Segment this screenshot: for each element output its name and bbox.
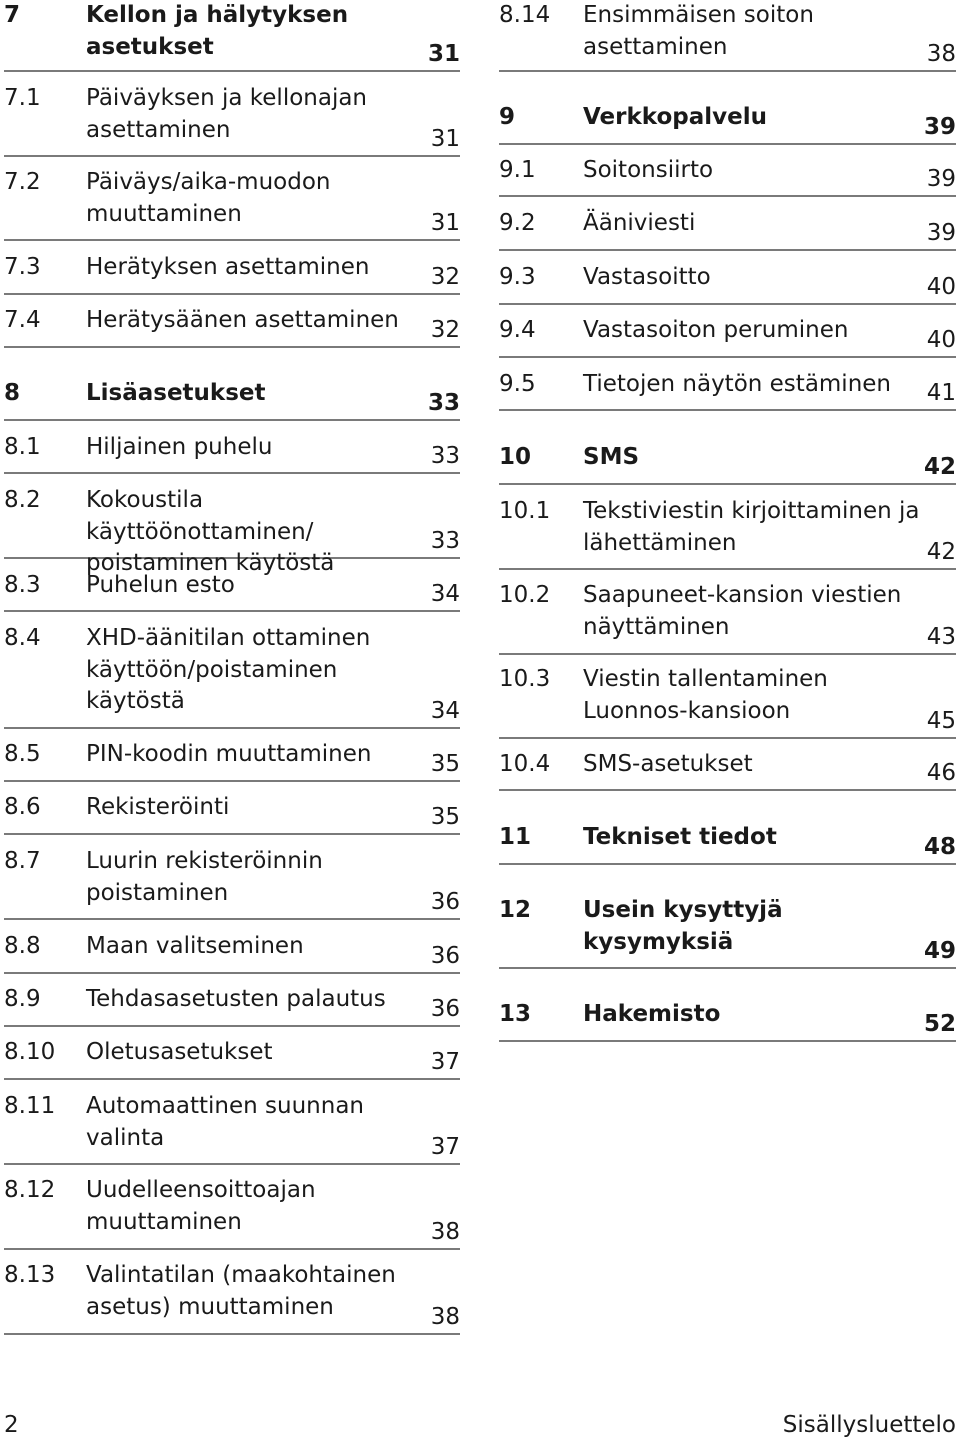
toc-entry[interactable] (4, 1260, 460, 1335)
toc-entry-title: Kokoustila käyttöönottaminen/ poistaminen käytöstä (86, 487, 335, 576)
toc-entry-title: Soitonsiirto (583, 157, 714, 183)
toc-entry-title: Herätysäänen asettaminen (86, 307, 399, 333)
toc-entry[interactable] (4, 623, 460, 729)
toc-entry-number: 8.13 (4, 1262, 56, 1288)
toc-entry-title: Verkkopalvelu (583, 104, 767, 130)
toc-entry-page: 45 (926, 707, 956, 734)
toc-entry-title: Tekstiviestin kirjoittaminen ja lähettäminen (583, 498, 920, 556)
toc-entry[interactable] (499, 155, 956, 197)
toc-entry-number: 8.3 (4, 572, 41, 598)
footer-page-number: 2 (4, 1412, 19, 1438)
toc-entry-page: 40 (926, 326, 956, 353)
toc-entry[interactable] (4, 984, 460, 1027)
toc-entry-page: 32 (430, 263, 460, 290)
toc-entry-number: 9.1 (499, 157, 536, 183)
toc-entry-page: 38 (430, 1303, 460, 1330)
toc-entry-title: Uudelleensoittoajan muuttaminen (86, 1177, 316, 1235)
toc-entry-number: 8.4 (4, 625, 41, 651)
toc-entry-number: 10.1 (499, 498, 551, 524)
toc-entry-number: 8 (4, 380, 21, 406)
toc-entry[interactable] (4, 83, 460, 157)
toc-entry-page: 31 (430, 125, 460, 152)
toc-entry-title: Usein kysyttyjä kysymyksiä (583, 897, 783, 955)
toc-entry-number: 8.5 (4, 741, 41, 767)
toc-entry[interactable] (4, 1091, 460, 1165)
toc-entry-number: 9.5 (499, 371, 536, 397)
toc-entry-page: 38 (926, 40, 956, 67)
toc-entry-page: 36 (430, 888, 460, 915)
toc-entry-number: 8.6 (4, 794, 41, 820)
toc-entry-title: Saapuneet-kansion viestien näyttäminen (583, 582, 902, 640)
toc-entry-page: 41 (926, 379, 956, 406)
toc-entry-page: 42 (923, 453, 956, 480)
toc-entry-number: 8.9 (4, 986, 41, 1012)
toc-entry[interactable] (4, 432, 460, 474)
toc-entry-page: 36 (430, 942, 460, 969)
toc-entry-page: 37 (430, 1048, 460, 1075)
toc-entry-page: 39 (926, 165, 956, 192)
toc-entry-number: 7.4 (4, 307, 41, 333)
toc-entry-title: SMS-asetukset (583, 751, 753, 777)
toc-entry-page: 46 (926, 759, 956, 786)
toc-entry[interactable] (499, 208, 956, 251)
toc-entry[interactable] (4, 931, 460, 974)
toc-entry-title: Maan valitseminen (86, 933, 304, 959)
toc-entry-title: Puhelun esto (86, 572, 235, 598)
toc-entry-title: PIN-koodin muuttaminen (86, 741, 372, 767)
toc-entry-number: 8.7 (4, 848, 41, 874)
toc-entry-number: 7.2 (4, 169, 41, 195)
toc-entry[interactable] (4, 378, 460, 421)
toc-entry-number: 8.14 (499, 2, 551, 28)
toc-entry[interactable] (499, 822, 956, 865)
toc-entry[interactable] (4, 252, 460, 295)
toc-entry-title: Tekniset tiedot (583, 824, 777, 850)
toc-entry-title: Viestin tallentaminen Luonnos-kansioon (583, 666, 828, 724)
toc-entry-number: 10.2 (499, 582, 551, 608)
toc-entry-title: SMS (583, 444, 640, 470)
toc-entry[interactable] (4, 0, 460, 72)
toc-entry-title: Ensimmäisen soiton asettaminen (583, 2, 814, 60)
toc-entry-title: Vastasoiton peruminen (583, 317, 849, 343)
toc-entry-page: 35 (430, 803, 460, 830)
toc-entry-title: Hiljainen puhelu (86, 434, 273, 460)
toc-entry-page: 33 (430, 527, 460, 554)
toc-entry-page: 33 (427, 389, 460, 416)
toc-entry-number: 11 (499, 824, 532, 850)
toc-entry-page: 34 (430, 580, 460, 607)
toc-entry[interactable] (499, 580, 956, 655)
toc-entry[interactable] (499, 369, 956, 411)
toc-entry-number: 8.2 (4, 487, 41, 513)
toc-entry[interactable] (499, 895, 956, 969)
toc-entry[interactable] (4, 792, 460, 835)
toc-entry[interactable] (4, 1175, 460, 1250)
toc-entry-number: 9.3 (499, 264, 536, 290)
toc-entry[interactable] (499, 999, 956, 1042)
toc-entry[interactable] (4, 570, 460, 612)
toc-entry[interactable] (499, 664, 956, 739)
toc-entry[interactable] (499, 315, 956, 358)
toc-entry-page: 38 (430, 1218, 460, 1245)
toc-entry-number: 10.3 (499, 666, 551, 692)
toc-entry-title: Hakemisto (583, 1001, 721, 1027)
toc-entry-number: 7.3 (4, 254, 41, 280)
toc-entry[interactable] (499, 262, 956, 305)
toc-entry-title: Ääniviesti (583, 210, 696, 236)
toc-entry-title: Päiväys/aika-muodon muuttaminen (86, 169, 331, 227)
toc-entry-number: 8.1 (4, 434, 41, 460)
toc-entry-page: 42 (926, 538, 956, 565)
toc-entry-title: Oletusasetukset (86, 1039, 273, 1065)
toc-entry-page: 35 (430, 750, 460, 777)
toc-entry-title: Päiväyksen ja kellonajan asettaminen (86, 85, 368, 143)
toc-entry-number: 13 (499, 1001, 532, 1027)
toc-entry-number: 7 (4, 2, 21, 28)
toc-entry-number: 9.2 (499, 210, 536, 236)
toc-entry[interactable] (499, 102, 956, 145)
toc-entry-page: 39 (923, 113, 956, 140)
toc-entry-title: XHD-äänitilan ottaminen käyttöön/poistaminen käytöstä (86, 625, 371, 714)
toc-entry-title: Valintatilan (maakohtainen asetus) muuttaminen (86, 1262, 396, 1320)
toc-entry[interactable] (4, 305, 460, 348)
toc-entry-page: 31 (430, 209, 460, 236)
toc-entry-page: 31 (427, 40, 460, 67)
toc-entry-page: 48 (923, 833, 956, 860)
toc-entry-page: 34 (430, 697, 460, 724)
toc-entry-number: 8.12 (4, 1177, 56, 1203)
toc-entry-page: 40 (926, 273, 956, 300)
toc-entry-page: 39 (926, 219, 956, 246)
toc-entry-page: 52 (923, 1010, 956, 1037)
toc-entry-title: Luurin rekisteröinnin poistaminen (86, 848, 323, 906)
toc-entry-number: 8.11 (4, 1093, 56, 1119)
toc-entry-number: 9 (499, 104, 516, 130)
toc-entry-title: Kellon ja hälytyksen asetukset (86, 2, 349, 60)
toc-entry-number: 9.4 (499, 317, 536, 343)
toc-entry-title: Rekisteröinti (86, 794, 230, 820)
toc-entry[interactable] (4, 846, 460, 920)
toc-entry[interactable] (499, 496, 956, 570)
toc-entry-number: 10 (499, 444, 532, 470)
toc-entry-title: Automaattinen suunnan valinta (86, 1093, 364, 1151)
toc-entry-number: 10.4 (499, 751, 551, 777)
footer-section-title: Sisällysluettelo (782, 1412, 956, 1438)
toc-entry[interactable] (4, 739, 460, 782)
toc-entry-page: 43 (926, 623, 956, 650)
toc-entry-title: Lisäasetukset (86, 380, 266, 406)
toc-entry-title: Tehdasasetusten palautus (86, 986, 386, 1012)
toc-entry[interactable] (4, 1037, 460, 1080)
toc-entry-page: 49 (923, 937, 956, 964)
toc-entry[interactable] (499, 442, 956, 485)
toc-entry-title: Vastasoitto (583, 264, 711, 290)
toc-entry[interactable] (499, 0, 956, 72)
toc-entry-page: 33 (430, 442, 460, 469)
toc-entry[interactable] (4, 485, 460, 576)
toc-entry-title: Tietojen näytön estäminen (583, 371, 892, 397)
toc-entry-number: 8.8 (4, 933, 41, 959)
toc-entry[interactable] (4, 167, 460, 241)
toc-entry-page: 37 (430, 1133, 460, 1160)
toc-entry-number: 8.10 (4, 1039, 56, 1065)
toc-entry-title: Herätyksen asettaminen (86, 254, 370, 280)
toc-entry-page: 32 (430, 316, 460, 343)
toc-entry-page: 36 (430, 995, 460, 1022)
toc-entry-number: 12 (499, 897, 532, 923)
toc-entry[interactable] (499, 749, 956, 791)
toc-entry-number: 7.1 (4, 85, 41, 111)
